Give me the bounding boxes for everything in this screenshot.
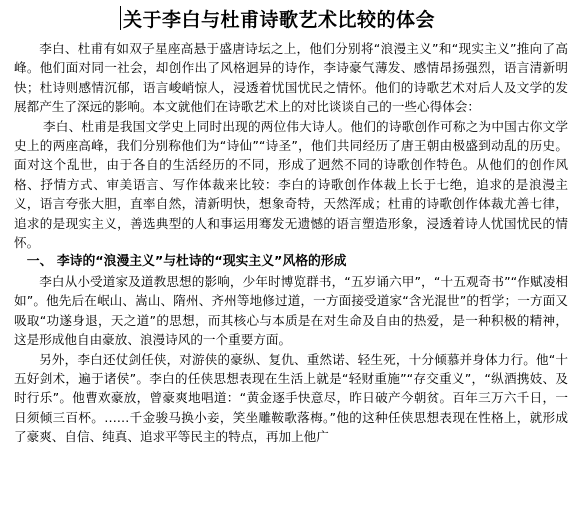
paragraph-taoist-influence[interactable]: 李白从小受道家及道教思想的影响，少年时博览群书，“五岁诵六甲”，“十五观奇书”“作赋凌相如”。他先后在岷山、嵩山、隋州、齐州等地修过道，一方面接受道家“含光混世”的哲学；一方面又吸取“功遂身退，天之道”的思想，而其核心与本质是在对生命及自由的热爱，是一种积极的精神，这是形成他自由豪放、浪漫诗风的一个重要方面。 bbox=[14, 273, 568, 348]
text-cursor bbox=[120, 6, 121, 30]
paragraph-comparison[interactable]: 李白、杜甫是我国文学史上同时出现的两位伟大诗人。他们的诗歌创作可称之为中国古你文学史上的两座高峰，我们分别称他们为“诗仙”“诗圣”，他们共同经历了唐王朝由极盛到动乱的历史。面对这个乱世，由于各自的生活经历的不同，形成了迥然不同的诗歌创作特色。从他们的创作风格、抒情方式、审美语言、写作体裁来比较：李白的诗歌创作体裁上长于七绝，追求的是浪漫主义，语言夸张大胆，直率自然，清新明快，想象奇特，天然浑成；杜甫的诗歌创作体裁尤善七律，追求的是现实主义，善选典型的人和事运用骞发无遗憾的语言塑造形象，浸透着诗人忧国忧民的情怀。 bbox=[14, 118, 568, 251]
paragraph-intro[interactable]: 李白、杜甫有如双子星座高悬于盛唐诗坛之上，他们分别将“浪漫主义”和“现实主义”推向了高峰。他们面对同一社会，却创作出了风格迥异的诗作，李诗豪气薄发、感情昂扬强烈，语言清新明快；杜诗则感情沉郁，语言峻峭惊人，浸透着忧国忧民之情怀。他们的诗歌艺术对后人及文学的发展都产生了深远的影响。本文就他们在诗歌艺术上的对比谈谈自己的一些心得体会： bbox=[14, 41, 568, 115]
paragraph-knight-errant[interactable]: 另外，李白还仗剑任侠，对游侠的豪纵、复仇、重然诺、轻生死，十分倾慕并身体力行。他“十五好剑术，遍于诸侯”。李白的任侠思想表现在生活上就是“轻财重施”“存交重义”，“纵酒携妓、及时行乐”。他曹欢豪放，曾豪爽地唱道：“黄金逐手快意尽，昨日破产今朝贫。百年三万六千日，一日须倾三百杯。……千金骏马换小妾，笑坐雕鞍歌落梅。”他的这种任侠思想表现在性格上，就形成了豪爽、自信、纯真、追求平等民主的特点，再加上他广 bbox=[14, 351, 568, 445]
title-line bbox=[120, 3, 435, 33]
document-title[interactable]: 关于李白与杜甫诗歌艺术比较的体会 bbox=[123, 8, 436, 31]
section-heading[interactable]: 一、 李诗的“浪漫主义”与杜诗的“现实主义”风格的形成 bbox=[26, 254, 347, 270]
document-body[interactable] bbox=[14, 39, 568, 447]
